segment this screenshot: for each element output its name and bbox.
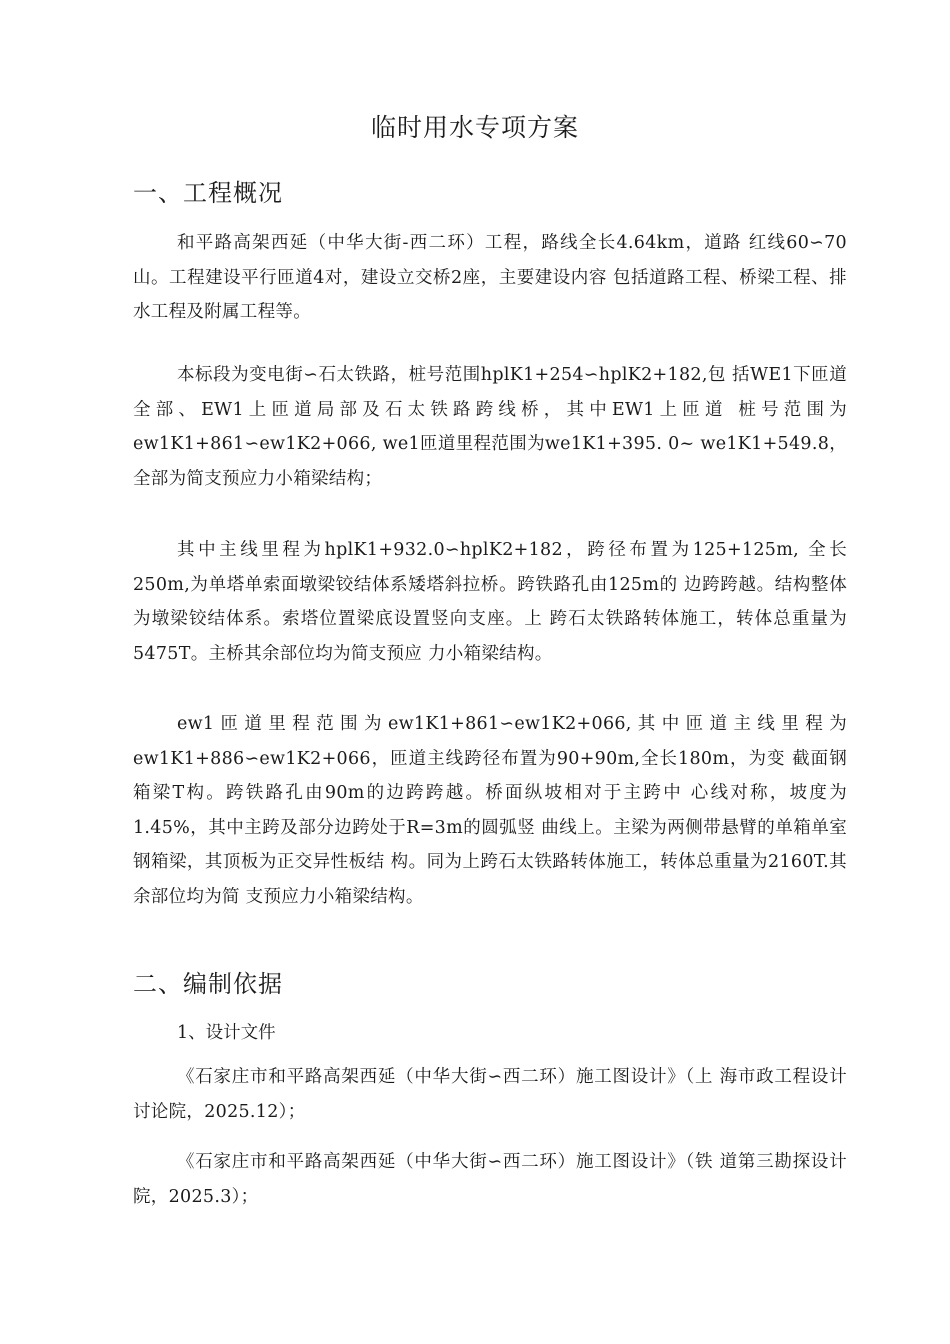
paragraph: ew1匝道里程范围为ew1K1+861∽ew1K2+066,其中匝道主线里程为ew1K1+886∽ew1K2+066，匝道主线跨径布置为90+90m,全长180m，为变 截面钢箱梁T构。跨铁路孔由90m的边跨跨越。桥面纵坡相对于主跨中 心线对称，坡度为1.45%，其中主跨及部分边跨处于R=3m的圆弧竖 曲线上。主梁为两侧带悬臂的单箱单室钢箱梁，其顶板为正交异性板结 构。同为上跨石太铁路转体施工，转体总重量为2160T.其余部位均为简 支预应力小箱梁结构。	[133, 714, 847, 907]
paragraph: 和平路高架西延（中华大街-西二环）工程，路线全长4.64km，道路 红线60∽70山。工程建设平行匝道4对，建设立交桥2座，主要建设内容 包括道路工程、桥梁工程、排水工程及附属工程等。	[133, 233, 847, 322]
sub-item-design-files: 1、设计文件	[177, 1023, 276, 1043]
paragraph: 《石家庄市和平路高架西延（中华大街∽西二环）施工图设计》（上 海市政工程设计讨论院，2025.12）；	[133, 1067, 847, 1122]
paragraph: 本标段为变电街∽石太铁路，桩号范围hplK1+254∽hplK2+182,包 括WE1下匝道全部、EW1上匝道局部及石太铁路跨线桥，其中EW1上匝道 桩号范围为ew1K1+861∽ew1K2+066, we1匝道里程范围为we1K1+395. 0~ we1K1+549.8，全部为简支预应力小箱梁结构；	[133, 365, 847, 489]
paragraph: 《石家庄市和平路高架西延（中华大街∽西二环）施工图设计》（铁 道第三勘探设计院，2025.3）；	[133, 1152, 847, 1207]
document-title: 临时用水专项方案	[370, 113, 579, 142]
section-heading-overview: 一、工程概况	[133, 179, 283, 207]
section-heading-basis: 二、编制依据	[133, 970, 283, 998]
paragraph: 其中主线里程为hplK1+932.0∽hplK2+182，跨径布置为125+125m, 全长250m,为单塔单索面墩梁铰结体系矮塔斜拉桥。跨铁路孔由125m的 边跨跨越。结构整体为墩梁铰结体系。索塔位置梁底设置竖向支座。上 跨石太铁路转体施工，转体总重量为5475T。主桥其余部位均为简支预应 力小箱梁结构。	[133, 540, 847, 664]
